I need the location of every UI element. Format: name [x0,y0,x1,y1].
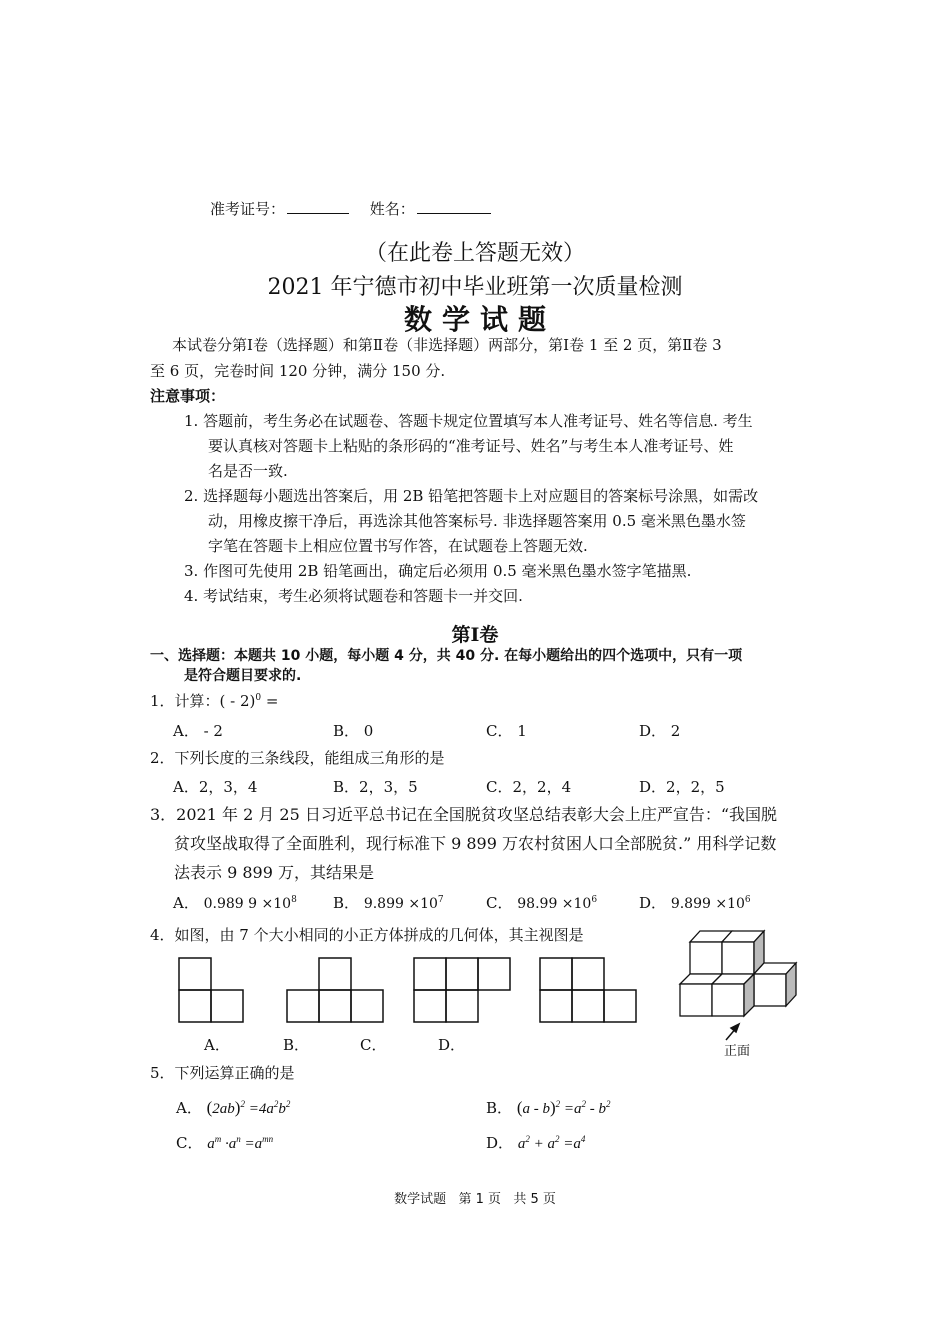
q4-option-a-figure [179,958,243,1022]
note-2-line-2: 动，用橡皮擦干净后，再选涂其他答案标号. 非选择题答案用 0.5 毫米黑色墨水签 [208,512,746,530]
q4-option-a-label: A． [204,1036,230,1054]
subject-title: 数学试题 [403,303,556,336]
q4-option-b-figure [287,958,383,1022]
q5-stem: 5．下列运算正确的是 [150,1064,295,1082]
q1-stem-tail: = [261,692,279,710]
q5-option-a [176,1097,290,1118]
q4-option-c-figure [414,958,510,1022]
note-2-line-3: 字笔在答题卡上相应位置书写作答，在试题卷上答题无效. [208,537,588,555]
q3-line-3: 法表示 9 899 万，其结果是 [174,863,374,882]
q3-option-d-exponent: 6 [744,895,751,905]
note-3: 3. 作图可先使用 2B 铅笔画出，确定后必须用 0.5 毫米黑色墨水签字笔描黑. [184,562,692,580]
q3-line-2: 贫攻坚战取得了全面胜利，现行标准下 9 899 万农村贫困人口全部脱贫.” 用科学记数 [174,834,777,853]
q5-option-c [176,1132,273,1153]
q2-stem: 2．下列长度的三条线段，能组成三角形的是 [150,749,445,767]
q4-option-b-label: B． [283,1036,310,1054]
note-1-line-3: 名是否一致. [208,462,288,480]
q4-option-d-label: D． [438,1036,466,1054]
q5-option-a-expression: $(2ab)^2 =4a^2b^2$ [206,1098,291,1117]
front-arrow-icon [726,1024,739,1040]
exam-title: 2021 年宁德市初中毕业班第一次质量检测 [267,275,683,300]
q2-option-d: D．2，2，5 [639,778,725,796]
q1-stem-text: 1．计算：( - 2) [150,692,256,710]
note-1-line-2: 要认真核对答题卡上粘贴的条形码的“准考证号、姓名”与考生本人准考证号、姓 [208,437,734,455]
section-instruction-line-1: 一、选择题：本题共 10 小题，每小题 4 分，共 40 分. 在每小题给出的四个选项中，只有一项 [150,648,743,664]
q5-option-b [486,1097,611,1118]
q3-option-a-value: 0.989 9 ×10 [203,896,292,912]
section-title: 第Ⅰ卷 [451,624,499,646]
q5-option-c-expression: $a^m \cdot a^n =a^{mn}$ [207,1134,274,1152]
name-label: 姓名： [369,200,415,218]
q3-option-b-label: B． [333,894,360,912]
front-label: 正面 [724,1044,751,1059]
q3-option-c-value: 98.99 ×10 [517,896,592,912]
q1-option-b: B． 0 [333,722,374,740]
q4-option-d-figure [540,958,636,1022]
q5-option-a-label: A． [176,1099,202,1117]
q2-option-b: B．2，3，5 [333,778,418,796]
q3-option-b-exponent: 7 [437,895,444,905]
q4-stem: 4．如图，由 7 个大小相同的小正方体拼成的几何体，其主视图是 [150,926,584,944]
q5-option-c-label: C． [176,1134,203,1152]
q3-option-b-value: 9.899 ×10 [363,896,438,912]
q1-exponent: 0 [255,693,262,703]
q2-option-c: C．2，2，4 [486,778,572,796]
notes-heading: 注意事项： [150,387,226,405]
q3-option-d-value: 9.899 ×10 [670,896,745,912]
q4-cube-solid [680,931,796,1016]
note-1-line-1: 1. 答题前，考生务必在试题卷、答题卡规定位置填写本人准考证号、姓名等信息. 考生 [184,412,753,430]
note-4: 4. 考试结束，考生必须将试题卷和答题卡一并交回. [184,587,523,605]
exam-id-label: 准考证号： [210,200,286,218]
q4-option-c-label: C． [360,1036,387,1054]
q3-option-c-exponent: 6 [591,895,598,905]
q1-option-c: C． 1 [486,722,527,740]
invalid-notice: （在此卷上答题无效） [364,241,585,266]
q2-option-a: A．2，3，4 [173,778,258,796]
q3-option-d-label: D． [639,894,667,912]
q3-option-c-label: C． [486,894,513,912]
q3-option-a-label: A． [173,894,199,912]
intro-line-1: 本试卷分第Ⅰ卷（选择题）和第Ⅱ卷（非选择题）两部分，第Ⅰ卷 1 至 2 页，第Ⅱ卷 3 [172,336,722,354]
note-2-line-1: 2. 选择题每小题选出答案后，用 2B 铅笔把答题卡上对应题目的答案标号涂黑，如需改 [184,487,759,505]
q5-option-d-expression: $a^2 + a^2 =a^4$ [517,1134,586,1152]
q5-option-b-label: B． [486,1099,513,1117]
q5-option-d-label: D． [486,1134,514,1152]
q5-option-d [486,1132,585,1153]
q1-option-a: A． - 2 [173,722,223,740]
q1-option-d: D． 2 [639,722,681,740]
q3-option-a-exponent: 8 [291,895,297,905]
intro-line-2: 至 6 页，完卷时间 120 分钟，满分 150 分. [150,362,446,380]
page-footer: 数学试题 第 1 页 共 5 页 [394,1192,556,1207]
q5-option-b-expression: $(a - b)^2 =a^2 - b^2$ [516,1098,611,1117]
q3-line-1: 3．2021 年 2 月 25 日习近平总书记在全国脱贫攻坚总结表彰大会上庄严宣告：“我国脱 [150,805,778,824]
section-instruction-line-2: 是符合题目要求的. [184,668,302,684]
